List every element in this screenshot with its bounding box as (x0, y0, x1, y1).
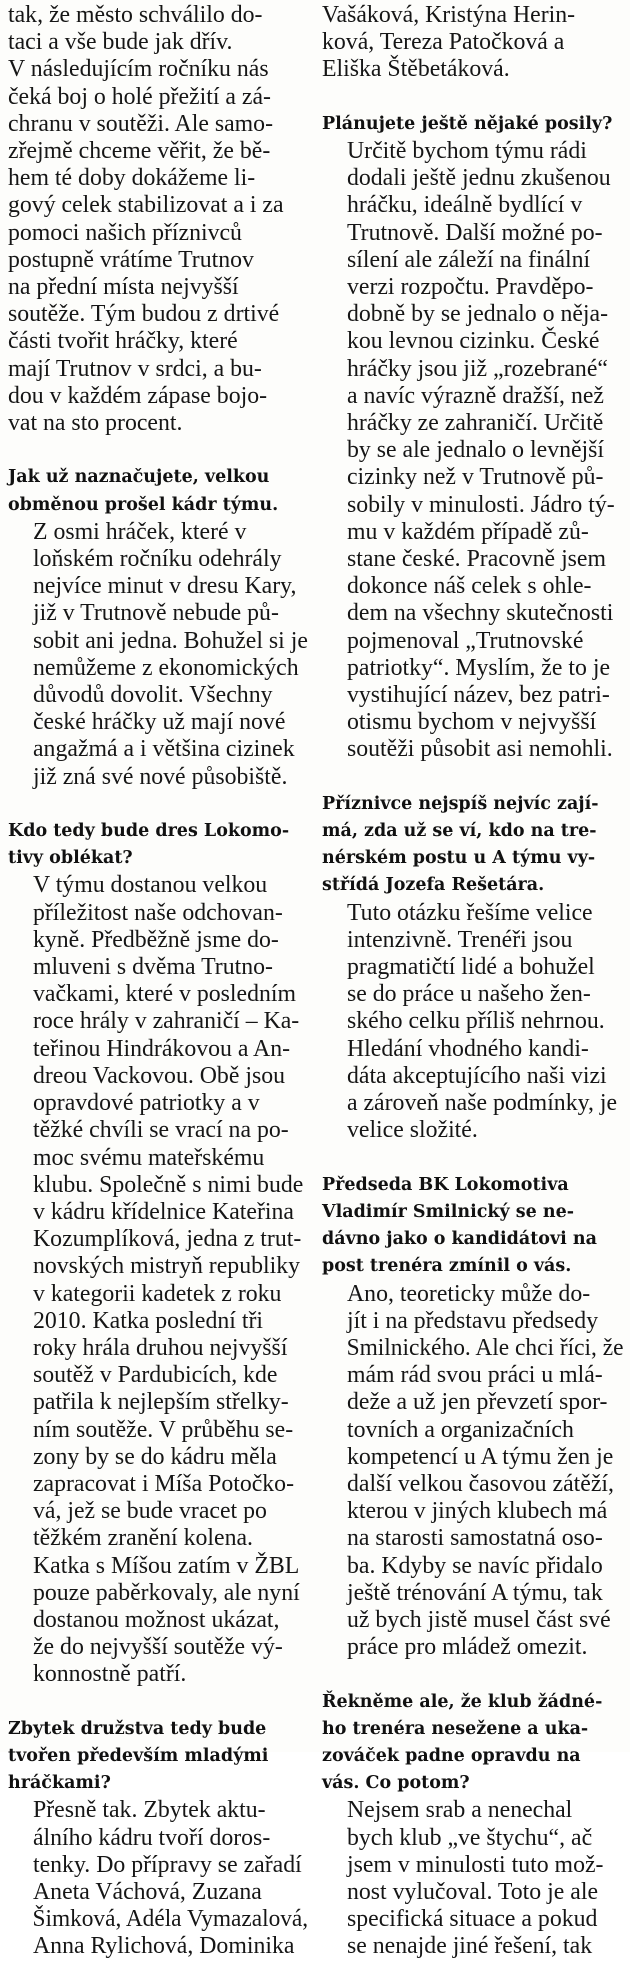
text-line: Vladimír Smilnický se ne- (322, 1201, 574, 1222)
text-line: Jak už naznačujete, velkou (8, 467, 270, 488)
text-line: V následujícím ročníku nás (8, 56, 269, 83)
text-line: post trenéra zmínil o vás. (322, 1256, 572, 1277)
text-line: má, zda už se ví, kdo na tre- (322, 821, 597, 842)
interview-answer (322, 1281, 624, 1662)
text-line: teřinou Hindrákovou a An- (32, 1035, 291, 1062)
text-line: zapracovat i Míša Potočko- (32, 1470, 295, 1497)
paragraph-spacer (322, 1145, 624, 1172)
text-line: zřejmě chceme věřit, že bě- (8, 138, 271, 165)
text-line: nejvíce minut v dresu Kary, (32, 573, 297, 600)
text-line: verzi rozpočtu. Pravděpo- (346, 274, 594, 301)
text-line: by se ale jednalo o levnější (346, 437, 605, 464)
text-line: soutěž v Pardubicích, kde (32, 1362, 278, 1389)
text-line: jít i na představu předsedy (346, 1307, 599, 1334)
text-line: cizinky než v Trutnově pů- (346, 464, 604, 491)
text-line: ková, Tereza Patočková a (322, 29, 565, 56)
text-line: opravdové patriotky a v (32, 1090, 260, 1117)
text-line: vat na sto procent. (8, 410, 183, 437)
text-line: na přední místa nejvyšší (8, 274, 239, 301)
interview-question (322, 1172, 624, 1281)
text-line: již zná své nové působiště. (32, 763, 288, 790)
text-line: ho trenéra nesežene a uka- (322, 1718, 589, 1739)
interview-answer (8, 872, 308, 1688)
text-line: novských mistryň republiky (32, 1253, 301, 1280)
text-line: sílení ale záleží na finální (346, 246, 591, 273)
text-line: vá, jež se bude vracet po (32, 1498, 267, 1525)
text-line: konnostně patří. (32, 1661, 187, 1688)
text-line: dreou Vackovou. Obě jsou (32, 1062, 286, 1089)
text-line: kyně. Předběžně jsme do- (32, 926, 279, 953)
text-line: vačkami, které v posledním (32, 981, 296, 1008)
text-line: práce pro mládež omezit. (346, 1634, 588, 1661)
text-line: dem na všechny skutečnosti (346, 600, 614, 627)
interview-answer (8, 2, 308, 437)
text-line: hráčky jsou již „rozebrané“ (346, 355, 608, 382)
text-line: pragmatičtí lidé a bohužel (346, 954, 595, 981)
text-line: roce hrály v zahraničí – Ka- (32, 1008, 300, 1035)
text-line: sobit ani jedna. Bohužel si je (32, 627, 308, 654)
text-line: pomoci našich příznivců (8, 219, 242, 246)
text-line: Anna Rylichová, Dominika (32, 1933, 295, 1960)
text-line: hráčku, ideálně bydlící v (346, 192, 583, 219)
text-line: patriotky“. Myslím, že to je (346, 654, 611, 681)
text-line: deže a už jen převzetí spor- (346, 1389, 608, 1416)
text-line: jsem v minulosti tuto mož- (346, 1851, 604, 1878)
text-line: dáta akceptujícího naši vizi (346, 1062, 607, 1089)
paragraph-spacer (8, 1689, 308, 1716)
text-line: Plánujete ještě nějaké posily? (322, 113, 613, 134)
text-line: pojmenoval „Trutnovské (346, 627, 584, 654)
text-line: Z osmi hráček, které v (32, 518, 247, 545)
text-line: moc svému mateřskému (32, 1144, 265, 1171)
text-line: Trutnově. Další možné po- (346, 219, 603, 246)
text-line: Vašáková, Kristýna Herin- (322, 2, 576, 28)
text-line: velice složité. (346, 1117, 478, 1144)
text-line: taci a vše bude jak dřív. (8, 29, 233, 56)
text-line: střídá Jozefa Rešetára. (322, 875, 545, 896)
text-line: zony by se do kádru měla (32, 1443, 277, 1470)
text-line: patřila k nejlepším střelky- (32, 1389, 289, 1416)
text-line: Aneta Váchová, Zuzana (32, 1878, 262, 1905)
text-line: kou levnou cizinku. České (346, 328, 600, 355)
text-line: že do nejvyšší soutěže vý- (32, 1634, 283, 1661)
text-line: dou v každém zápase bojo- (8, 382, 268, 409)
text-line: už bych jistě musel část své (346, 1606, 611, 1633)
text-line: Šimková, Adéla Vymazalová, (32, 1906, 309, 1933)
text-line: kterou v jiných klubech má (346, 1498, 608, 1525)
text-line: Přesně tak. Zbytek aktu- (32, 1797, 266, 1824)
text-line: tak, že město schválilo do- (8, 2, 263, 28)
interview-answer (322, 900, 624, 1145)
text-line: soutěže. Tým budou z drtivé (8, 301, 280, 328)
text-line: mají Trutnov v srdci, a bu- (8, 355, 262, 382)
text-line: části tvořit hráčky, které (8, 328, 238, 355)
text-line: Nejsem srab a nenechal (346, 1797, 573, 1824)
text-line: dávno jako o kandidátovi na (322, 1229, 597, 1250)
text-line: mám rád svou práci u mlá- (346, 1362, 603, 1389)
text-line: Kdo tedy bude dres Lokomo- (8, 821, 290, 842)
interview-question (322, 791, 624, 900)
text-line: české hráčky už mají nové (32, 709, 286, 736)
text-line: dostanou možnost ukázat, (32, 1606, 280, 1633)
text-line: ba. Kdyby se navíc přidalo (346, 1552, 603, 1579)
text-line: vystihující název, bez patri- (346, 682, 610, 709)
text-line: mluveni s dvěma Trutno- (32, 954, 273, 981)
text-line: loňském ročníku odehrály (32, 546, 282, 573)
text-line: hráčky ze zahraničí. Určitě (346, 410, 604, 437)
interview-question (8, 818, 308, 872)
right-column (322, 2, 624, 1961)
left-column (8, 2, 308, 1961)
text-line: sobily v minulosti. Jádro tý- (346, 491, 615, 518)
text-line: dodali ještě jednu zkušenou (346, 165, 611, 192)
text-line: Tuto otázku řešíme velice (346, 899, 593, 926)
text-line: tvořen především mladými (8, 1745, 269, 1766)
text-line: čeká boj o holé přežití a zá- (8, 83, 271, 110)
text-line: na starosti samostatná oso- (346, 1525, 603, 1552)
interview-answer (322, 2, 624, 84)
interview-question (8, 464, 308, 518)
text-line: Ano, teoreticky může do- (346, 1280, 591, 1307)
text-line: Hledání vhodného kandi- (346, 1035, 589, 1062)
text-line: Příznivce nejspíš nejvíc zají- (322, 793, 599, 814)
text-line: kompetencí u A týmu žen je (346, 1443, 614, 1470)
text-line: příležitost naše odchovan- (32, 899, 283, 926)
text-line: Eliška Štěbetáková. (322, 56, 510, 83)
text-line: Kozumplíková, jedna z trut- (32, 1226, 302, 1253)
text-line: klubu. Společně s nimi bude (32, 1171, 304, 1198)
interview-question (322, 111, 624, 138)
text-line: těžkém zranění kolena. (32, 1525, 253, 1552)
text-line: obměnou prošel kádr týmu. (8, 494, 279, 515)
text-line: již v Trutnově nebude pů- (32, 600, 279, 627)
text-line: Určitě bychom týmu rádi (346, 138, 587, 164)
text-line: Předseda BK Lokomotiva (322, 1174, 569, 1195)
text-line: v kádru křídelnice Kateřina (32, 1198, 294, 1225)
text-line: álního kádru tvoří doros- (32, 1824, 271, 1851)
text-line: se do práce u našeho žen- (346, 981, 591, 1008)
text-line: zováček padne opravdu na (322, 1745, 581, 1766)
text-line: hráčkami? (8, 1773, 111, 1794)
text-line: mu v každém případě zů- (346, 518, 589, 545)
interview-answer (322, 1797, 624, 1960)
text-line: těžké chvíli se vrací na po- (32, 1117, 289, 1144)
interview-question (8, 1716, 308, 1798)
text-line: angažmá a i většina cizinek (32, 736, 295, 763)
text-line: a navíc výrazně dražší, než (346, 382, 604, 409)
text-line: stane české. Pracovně jsem (346, 546, 607, 573)
text-line: tivy oblékat? (8, 848, 133, 869)
paragraph-spacer (322, 84, 624, 111)
text-line: nost vylučoval. Toto je ale (346, 1878, 599, 1905)
text-line: bych klub „ve štychu“, ač (346, 1824, 593, 1851)
text-line: důvodů dovolit. Všechny (32, 682, 273, 709)
text-line: Smilnického. Ale chci říci, že (346, 1334, 624, 1361)
text-line: otismu bychom v nejvyšší (346, 709, 597, 736)
text-line: Zbytek družstva tedy bude (8, 1718, 267, 1739)
text-line: ještě trénování A týmu, tak (346, 1579, 603, 1606)
paragraph-spacer (322, 764, 624, 791)
text-line: roky hrála druhou nejvyšší (32, 1334, 288, 1361)
text-line: soutěži působit asi nemohli. (346, 736, 613, 763)
text-line: a zároveň naše podmínky, je (346, 1090, 618, 1117)
interview-answer (8, 1797, 308, 1960)
text-line: nérském postu u A týmu vy- (322, 848, 596, 869)
text-line: Řekněme ale, že klub žádné- (322, 1691, 603, 1712)
text-line: Katka s Míšou zatím v ŽBL (32, 1552, 300, 1579)
text-line: nemůžeme z ekonomických (32, 654, 299, 681)
text-line: další velkou časovou zátěží, (346, 1470, 614, 1497)
text-line: 2010. Katka poslední tři (32, 1307, 263, 1334)
text-line: specifická situace a pokud (346, 1906, 598, 1933)
text-line: V týmu dostanou velkou (32, 872, 268, 899)
text-line: se nenajde jiné řešení, tak (346, 1933, 593, 1960)
text-line: vás. Co potom? (322, 1773, 470, 1794)
paragraph-spacer (8, 791, 308, 818)
text-line: pouze paběrkovaly, ale nyní (32, 1579, 300, 1606)
text-line: dokonce náš celek s ohle- (346, 573, 592, 600)
text-line: postupně vrátíme Trutnov (8, 246, 254, 273)
text-line: ním soutěže. V průběhu se- (32, 1416, 294, 1443)
text-line: v kategorii kadetek z roku (32, 1280, 282, 1307)
paragraph-spacer (322, 1661, 624, 1688)
text-line: dobně by se jednalo o něja- (346, 301, 609, 328)
interview-answer (8, 519, 308, 791)
text-line: intenzivně. Trenéři jsou (346, 926, 573, 953)
text-line: tovních a organizačních (346, 1416, 574, 1443)
interview-question (322, 1689, 624, 1798)
interview-answer (322, 138, 624, 764)
text-line: tenky. Do přípravy se zařadí (32, 1851, 302, 1878)
paragraph-spacer (8, 437, 308, 464)
text-line: chranu v soutěži. Ale samo- (8, 110, 273, 137)
text-line: gový celek stabilizovat a i za (8, 192, 284, 219)
text-line: ského celku příliš nehrnou. (346, 1008, 605, 1035)
text-line: hem té doby dokážeme li- (8, 165, 256, 192)
